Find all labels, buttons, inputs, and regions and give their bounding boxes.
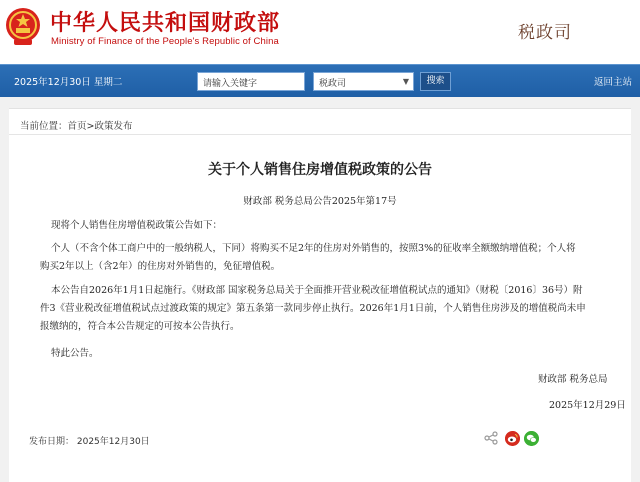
search-input[interactable]: 请输入关键字 [197,72,305,91]
article-paragraph: 购买2年以上（含2年）的住房对外销售的，免征增值税。 [40,261,281,272]
article-panel [9,108,631,482]
scope-select-value: 税政司 [319,79,347,89]
wechat-icon[interactable] [524,431,539,446]
breadcrumb-section-link[interactable]: 政策发布 [94,121,133,132]
article-intro: 现将个人销售住房增值税政策公告如下： [51,220,223,231]
breadcrumb-home-link[interactable]: 首页 [67,121,87,132]
article-paragraph: 报缴纳的，符合本公告规定的可按本公告执行。 [40,321,240,332]
publish-date: 发布日期： 2025年12月30日 [29,437,150,447]
sign-date: 2025年12月29日 [549,400,626,411]
article-paragraph: 本公告自2026年1月1日起施行。《财政部 国家税务总局关于全面推开营业税改征增值税试点的通知》（财税〔2016〕36号）附 [51,285,583,296]
share-icon[interactable] [484,431,498,445]
department-name[interactable]: 税政司 [518,23,572,43]
divider [9,134,631,135]
search-button[interactable]: 搜索 [420,72,451,91]
breadcrumb [20,118,133,132]
return-home-link[interactable]: 返回主站 [594,77,633,88]
breadcrumb-prefix: 当前位置： [20,121,68,132]
scope-select[interactable] [313,72,414,91]
article-paragraph: 件3《营业税改征增值税试点过渡政策的规定》第五条第一款同步停止执行。2026年1月1日前，个人销售住房涉及的增值税尚未申 [40,303,586,314]
article-paragraph: 个人（不含个体工商户中的一般纳税人，下同）将购买不足2年的住房对外销售的，按照3%的征收率全额缴纳增值税；个人将 [51,243,576,254]
page-title: 关于个人销售住房增值税政策的公告 [208,162,432,178]
article-closing: 特此公告。 [51,348,99,359]
signatory: 财政部 税务总局 [538,374,608,385]
national-emblem-icon [4,6,42,48]
breadcrumb-separator: > [86,121,95,132]
weibo-icon[interactable] [505,431,520,446]
ministry-name-en[interactable]: Ministry of Finance of the People's Republic of China [51,36,279,47]
chevron-down-icon: ▼ [402,77,409,86]
top-navbar [0,64,640,97]
current-date: 2025年12月30日 星期二 [14,77,123,88]
document-number: 财政部 税务总局公告2025年第17号 [243,196,397,207]
site-header [0,0,640,64]
ministry-name-cn[interactable]: 中华人民共和国财政部 [50,11,281,36]
